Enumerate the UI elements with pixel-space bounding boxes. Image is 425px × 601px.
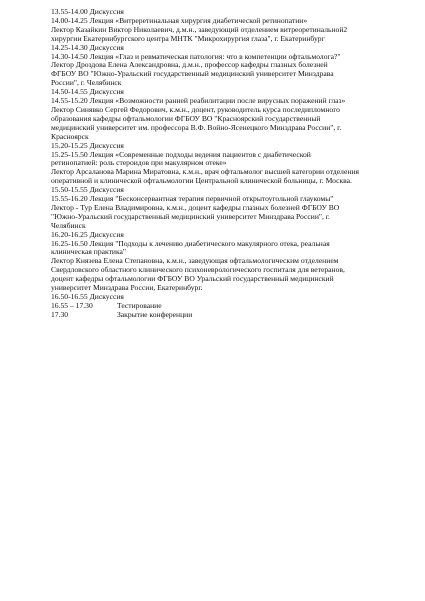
program-line: 14.00-14.25 Лекция «Витреретинальная хирургия диабетической ретинопатии» bbox=[51, 16, 308, 25]
program-line: Лектор - Тур Елена Владимировна, к.м.н., доцент кафедры глазных болезней ФГБОУ ВО bbox=[51, 203, 340, 212]
program-line: 15.55-16.20 Лекция "Бесконсервантная терапия первичной открытоугольной глаукомы" bbox=[51, 195, 334, 204]
program-line: Лектор Казайкин Виктор Николаевич, д.м.н., заведующий отделением витреоретинальной2 bbox=[51, 25, 348, 34]
program-line: университет Минздрава России, Екатеринбург. bbox=[51, 284, 203, 293]
program-line: России", г. Челябинск bbox=[51, 79, 122, 88]
program-line: Лектор Дроздова Елена Александровна, д.м.н., профессор кафедры глазных болезней bbox=[51, 61, 328, 70]
program-line: 15.50-15.55 Дискуссия bbox=[51, 186, 124, 195]
program-line: оперативной и клинической офтальмологии Центральной клинической больницы, г. Москва. bbox=[51, 177, 352, 186]
program-line: 16.25-16.50 Лекция "Подходы к лечению диабетического макулярного отека, реальная bbox=[51, 239, 330, 248]
program-line: 14.25-14.30 Дискуссия bbox=[51, 43, 124, 52]
program-line: 14.30-14.50 Лекция «Глаз и ревматическая патология: что в компетенции офтальмолога?" bbox=[51, 52, 341, 61]
program-line: 14.55-15.20 Лекция «Возможности ранней реабилитации после вирусных поражений глаз» bbox=[51, 97, 346, 106]
schedule-row-closing bbox=[51, 311, 397, 320]
program-line: Челябинск bbox=[51, 221, 86, 230]
program-line: медицинский университет им. профессора В.Ф. Войно-Ясенецкого Минздрава России", г. bbox=[51, 123, 342, 132]
program-line: образования кафедры офтальмологии ФГБОУ ВО "Красноярский государственный bbox=[51, 114, 321, 123]
program-line: Лектор Арсаланова Марина Миратовна, к.м.н., врач офтальмолог высшей категории отделения bbox=[51, 168, 359, 177]
program-line: доцент кафедры офтальмологии ФГБОУ ВО Уральский государственный медицинский bbox=[51, 275, 334, 284]
program-text bbox=[51, 8, 397, 320]
program-line: 14.50-14.55 Дискуссия bbox=[51, 88, 124, 97]
schedule-label: Закрытие конференции bbox=[117, 309, 193, 319]
program-line: хирургии Екатеринбургского центра МНТК "Микрохирургия глаза", г. Екатеринбург bbox=[51, 34, 325, 43]
program-line: клиническая практика" bbox=[51, 248, 127, 257]
program-line: Лектор Синявко Сергей Федорович, к.м.н., доцент, руководитель курса последипломного bbox=[51, 105, 340, 114]
program-line: 16.50-16.55 Дискуссия bbox=[51, 293, 124, 301]
program-line: "Южно-Уральский государственный медицинский университет Минздрава России", г. bbox=[51, 212, 330, 221]
program-line: ФГБОУ ВО "Южно-Уральский государственный медицинский университет Минздрава bbox=[51, 70, 334, 79]
program-line: 16.20-16.25 Дискуссия bbox=[51, 230, 124, 239]
program-line: Лектор Князева Елена Степановна, к.м.н., заведующая офтальмологическим отделением bbox=[51, 257, 339, 266]
schedule-row-testing bbox=[51, 302, 397, 311]
program-line: 13.55-14.00 Дискуссия bbox=[51, 8, 124, 16]
program-line: 15.25-15.50 Лекция «Современные подходы ведения пациентов с диабетической bbox=[51, 150, 311, 159]
program-line: Свердловского областного клинического психоневрологического госпиталя для ветеранов, bbox=[51, 266, 345, 275]
program-line: Красноярск bbox=[51, 132, 89, 141]
program-line: ретинопатией: роль стероидов при макулярном отеке» bbox=[51, 159, 227, 168]
schedule-label: Тестирование bbox=[117, 300, 162, 310]
schedule-time: 16.55 – 17.30 bbox=[51, 300, 93, 310]
schedule-time: 17.30 bbox=[51, 309, 69, 319]
program-line: 15.20-15.25 Дискуссия bbox=[51, 141, 124, 150]
